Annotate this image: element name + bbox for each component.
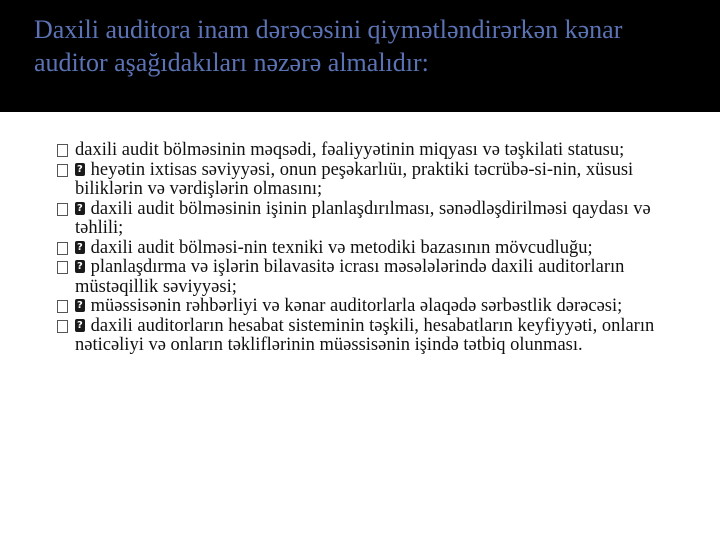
title-band (0, 0, 720, 112)
missing-glyph-box-icon (57, 164, 68, 177)
bullet-text: planlaşdırma və işlərin bilavasitə icrası məsələlərində daxili auditorların müstəqillik səviyyəsi; (75, 257, 625, 297)
bullet-text: daxili auditorların hesabat sisteminin təşkili, hesabatların keyfiyyəti, onların nəticəliyi və onların təkliflərinin müəssisənin işində tətbiq olunması. (75, 315, 655, 355)
missing-glyph-box-icon (57, 261, 68, 274)
bullet-list (0, 141, 720, 356)
bullet-item (0, 200, 720, 239)
slide-title: Daxili auditora inam dərəcəsini qiymətləndirərkən kənar auditor aşağıdakıları nəzərə almalıdır: (34, 15, 623, 77)
missing-glyph-box-icon (57, 203, 68, 216)
bullet-item (0, 141, 720, 161)
replacement-character-icon (75, 163, 85, 176)
bullet-item (0, 297, 720, 317)
replacement-character-icon (75, 319, 85, 332)
missing-glyph-box-icon (57, 320, 68, 333)
replacement-character-icon (75, 260, 85, 273)
replacement-character-icon (75, 202, 85, 215)
slide-body (0, 112, 720, 540)
missing-glyph-box-icon (57, 144, 68, 157)
bullet-text: daxili audit bölməsi-nin texniki və metodiki bazasının mövcudluğu; (90, 237, 593, 258)
bullet-text: heyətin ixtisas səviyyəsi, onun peşəkarlıüı, praktiki təcrübə-si-nin, xüsusi biliklərin və vərdişlərin olmasını; (75, 159, 634, 199)
bullet-text: daxili audit bölməsinin məqsədi, fəaliyyətinin miqyası və təşkilati statusu; (75, 140, 625, 160)
bullet-item (0, 239, 720, 259)
bullet-item (0, 161, 720, 200)
bullet-item (0, 258, 720, 297)
replacement-character-icon (75, 299, 85, 312)
missing-glyph-box-icon (57, 300, 68, 313)
bullet-text: müəssisənin rəhbərliyi və kənar auditorlarla əlaqədə sərbəstlik dərəcəsi; (90, 296, 623, 316)
missing-glyph-box-icon (57, 242, 68, 255)
bullet-text: daxili audit bölməsinin işinin planlaşdırılması, sənədləşdirilməsi qaydası və təhlili; (75, 198, 651, 238)
bullet-item (0, 317, 720, 356)
replacement-character-icon (75, 241, 85, 254)
